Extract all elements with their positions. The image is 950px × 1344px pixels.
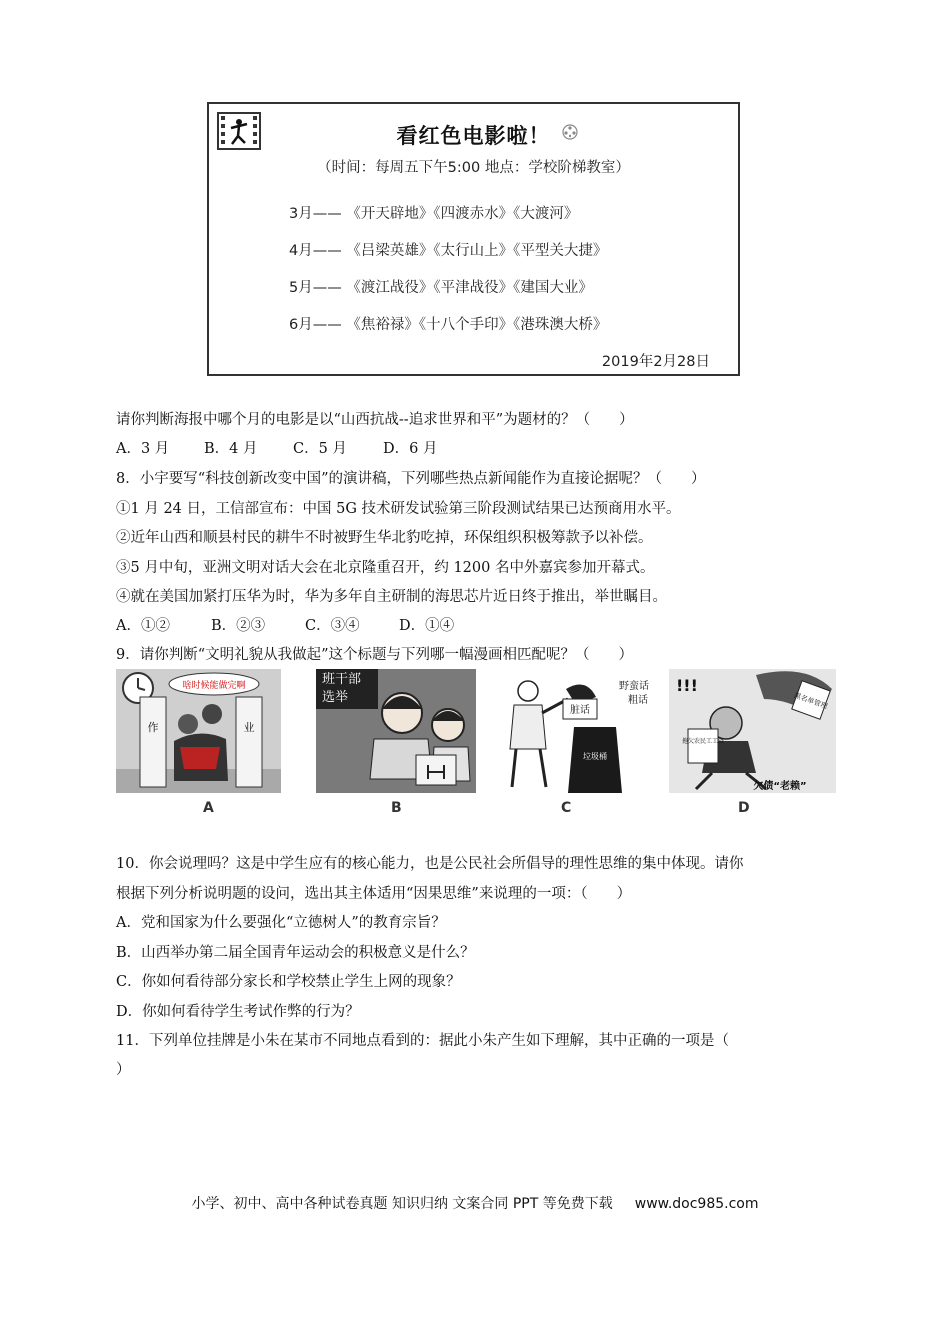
comic-label-a: A	[203, 800, 214, 816]
q9-stem: 9．请你判断“文明礼貌从我做起”这个标题与下列哪一幅漫画相匹配呢？（ ）	[116, 647, 634, 663]
q8-item-4: ④就在美国加紧打压华为时，华为多年自主研制的海思芯片近日终于推出，举世瞩目。	[116, 589, 667, 605]
q7-options	[116, 437, 437, 458]
q7-option-c: C．5 月	[293, 441, 347, 457]
footer-text: 小学、初中、高中各种试卷真题 知识归纳 文案合同 PPT 等免费下载	[191, 1196, 613, 1212]
comic-a-right-label: 业	[243, 721, 255, 734]
q10-stem-line2: 根据下列分析说明题的设问，选出其主体适用“因果思维”来说理的一项：（ ）	[116, 886, 632, 902]
poster-subtitle: （时间：每周五下午5:00 地点：学校阶梯教室）	[317, 160, 630, 176]
q8-option-b: B．②③	[211, 618, 266, 634]
poster-title: 看红色电影啦！	[396, 124, 551, 148]
q8-option-a: A．①②	[116, 618, 170, 634]
comic-a-left-label: 作	[147, 721, 159, 734]
comic-a	[116, 669, 281, 793]
comic-b-sign: 班干部	[322, 672, 362, 687]
comic-b	[316, 669, 476, 793]
q10-option-b: B．山西举办第二届全国青年运动会的积极意义是什么？	[116, 945, 475, 961]
film-row-march: 3月—— 《开天辟地》《四渡赤水》《大渡河》	[289, 206, 579, 222]
comic-a-bubble: 啥时候能做完啊	[182, 681, 246, 691]
page-footer	[0, 1193, 950, 1213]
film-row-may: 5月—— 《渡江战役》《平津战役》《建国大业》	[289, 280, 593, 296]
q8-options	[116, 614, 454, 635]
comic-c-bubble: 脏话	[570, 705, 590, 716]
comic-d	[669, 669, 836, 793]
comic-label-c: C	[561, 800, 572, 816]
q7-option-d: D．6 月	[383, 441, 438, 457]
q7-stem: 请你判断海报中哪个月的电影是以“山西抗战--追求世界和平”为题材的？（ ）	[116, 412, 634, 428]
comic-c-bubble2: 野蛮话	[619, 681, 649, 692]
comic-strip	[116, 669, 836, 819]
q11-stem-line1: 11．下列单位挂牌是小朱在某市不同地点看到的：据此小朱产生如下理解，其中正确的一项是（	[116, 1033, 729, 1049]
q8-item-3: ③5 月中旬，亚洲文明对话大会在北京隆重召开，约 1200 名中外嘉宾参加开幕式。	[116, 560, 655, 576]
film-row-april: 4月—— 《吕梁英雄》《太行山上》《平型关大捷》	[289, 243, 608, 259]
q8-option-c: C．③④	[305, 618, 360, 634]
comic-d-sign: 黑名单管理	[792, 691, 829, 711]
q10-stem-line1: 10．你会说理吗？这是中学生应有的核心能力，也是公民社会所倡导的理性思维的集中体现。请你	[116, 856, 744, 872]
footer-site-link[interactable]: www.doc985.com	[634, 1196, 759, 1212]
comic-b-sign2: 选举	[322, 690, 349, 705]
poster-date: 2019年2月28日	[601, 354, 710, 370]
svg-text:!!!: !!!	[676, 676, 698, 695]
comic-label-b: B	[391, 800, 402, 816]
q8-item-2: ②近年山西和顺县村民的耕牛不时被野生华北豹吃掉，环保组织积极筹款予以补偿。	[116, 530, 653, 546]
movie-poster	[207, 102, 740, 376]
q10-option-a: A．党和国家为什么要强化“立德树人”的教育宗旨？	[116, 915, 446, 931]
q8-option-d: D．①④	[399, 618, 455, 634]
comic-c	[491, 669, 656, 793]
comic-d-bag: 拖欠农民工工资	[681, 738, 725, 745]
film-row-june: 6月—— 《焦裕禄》《十八个手印》《港珠澳大桥》	[289, 317, 608, 333]
comic-label-d: D	[738, 800, 750, 816]
q7-option-a: A．3 月	[116, 441, 170, 457]
q8-item-1: ①1 月 24 日，工信部宣布：中国 5G 技术研发试验第三阶段测试结果已达预商用水平。	[116, 501, 681, 517]
q8-stem: 8．小宇要写“科技创新改变中国”的演讲稿，下列哪些热点新闻能作为直接论据呢？（ ）	[116, 471, 706, 487]
comic-c-bubble3: 粗话	[628, 695, 648, 706]
comic-c-bin: 垃圾桶	[583, 752, 607, 761]
film-reel-icon	[561, 123, 579, 141]
q7-option-b: B．4 月	[204, 441, 258, 457]
q11-stem-line2: ）	[116, 1062, 131, 1078]
comic-d-caption: 欠债“老赖”	[753, 781, 807, 792]
q10-option-c: C．你如何看待部分家长和学校禁止学生上网的现象？	[116, 974, 461, 990]
q10-option-d: D．你如何看待学生考试作弊的行为？	[116, 1004, 360, 1020]
